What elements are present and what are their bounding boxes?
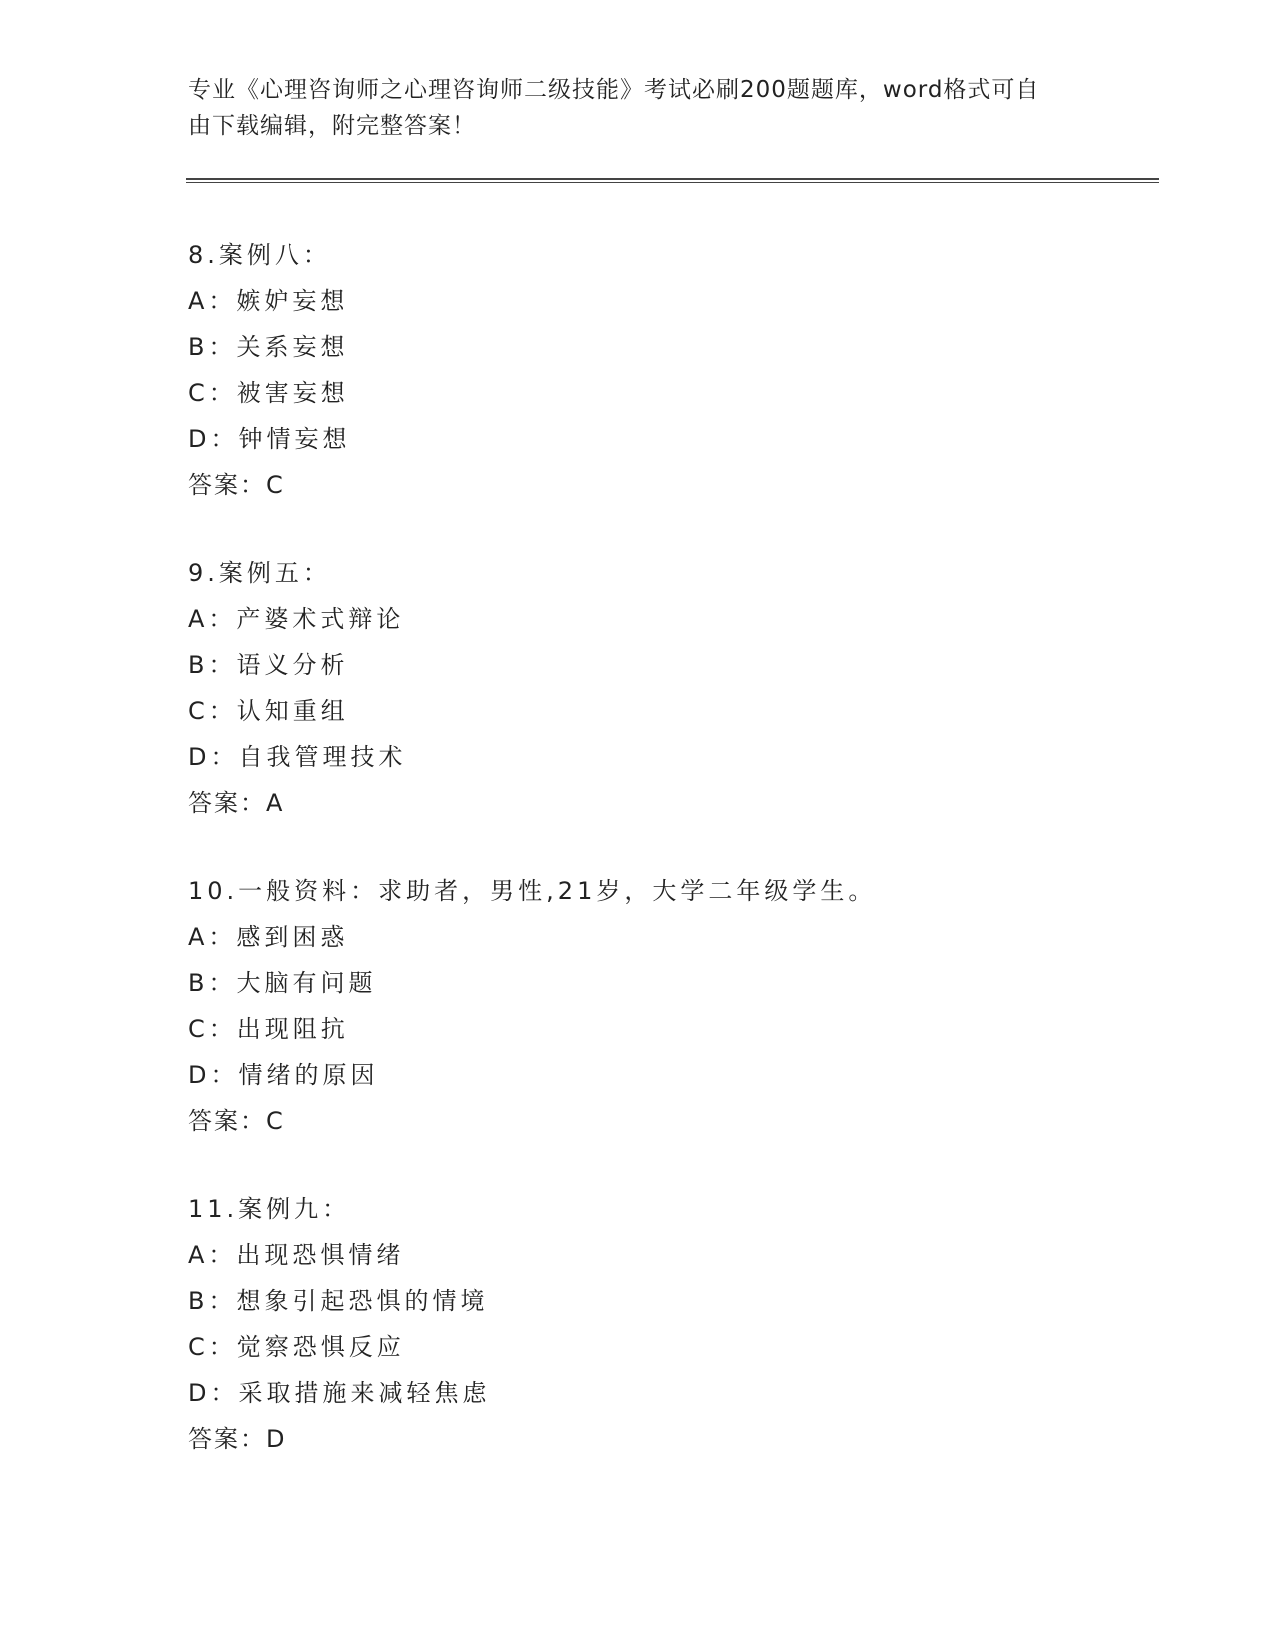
header-divider — [186, 178, 1159, 183]
option-a: A：产婆术式辩论 — [188, 605, 405, 633]
header-line-1: 专业《心理咨询师之心理咨询师二级技能》考试必刷200题题库，word格式可自 — [188, 77, 1040, 103]
option-a: A：嫉妒妄想 — [188, 287, 349, 315]
option-b: B：大脑有问题 — [188, 969, 377, 997]
header-line-2: 由下载编辑，附完整答案！ — [188, 113, 476, 139]
question-title: 10.一般资料：求助者，男性,21岁，大学二年级学生。 — [188, 877, 877, 905]
option-c: C：认知重组 — [188, 697, 349, 725]
document-header — [188, 72, 1068, 144]
answer: 答案：A — [188, 789, 285, 817]
question-title: 11.案例九： — [188, 1195, 351, 1223]
option-a: A：出现恐惧情绪 — [188, 1241, 405, 1269]
option-b: B：想象引起恐惧的情境 — [188, 1287, 489, 1315]
question-title: 8.案例八： — [188, 241, 331, 269]
option-c: C：出现阻抗 — [188, 1015, 349, 1043]
question-8 — [188, 232, 1168, 508]
option-c: C：被害妄想 — [188, 379, 349, 407]
question-list — [188, 232, 1168, 1504]
question-10 — [188, 868, 1168, 1144]
answer: 答案：D — [188, 1425, 287, 1453]
answer: 答案：C — [188, 471, 285, 499]
option-d: D：自我管理技术 — [188, 743, 407, 771]
option-b: B：语义分析 — [188, 651, 349, 679]
question-title: 9.案例五： — [188, 559, 331, 587]
option-d: D：采取措施来减轻焦虑 — [188, 1379, 491, 1407]
option-a: A：感到困惑 — [188, 923, 349, 951]
answer: 答案：C — [188, 1107, 285, 1135]
option-d: D：钟情妄想 — [188, 425, 351, 453]
option-d: D：情绪的原因 — [188, 1061, 379, 1089]
option-b: B：关系妄想 — [188, 333, 349, 361]
question-9 — [188, 550, 1168, 826]
question-11 — [188, 1186, 1168, 1462]
option-c: C：觉察恐惧反应 — [188, 1333, 405, 1361]
